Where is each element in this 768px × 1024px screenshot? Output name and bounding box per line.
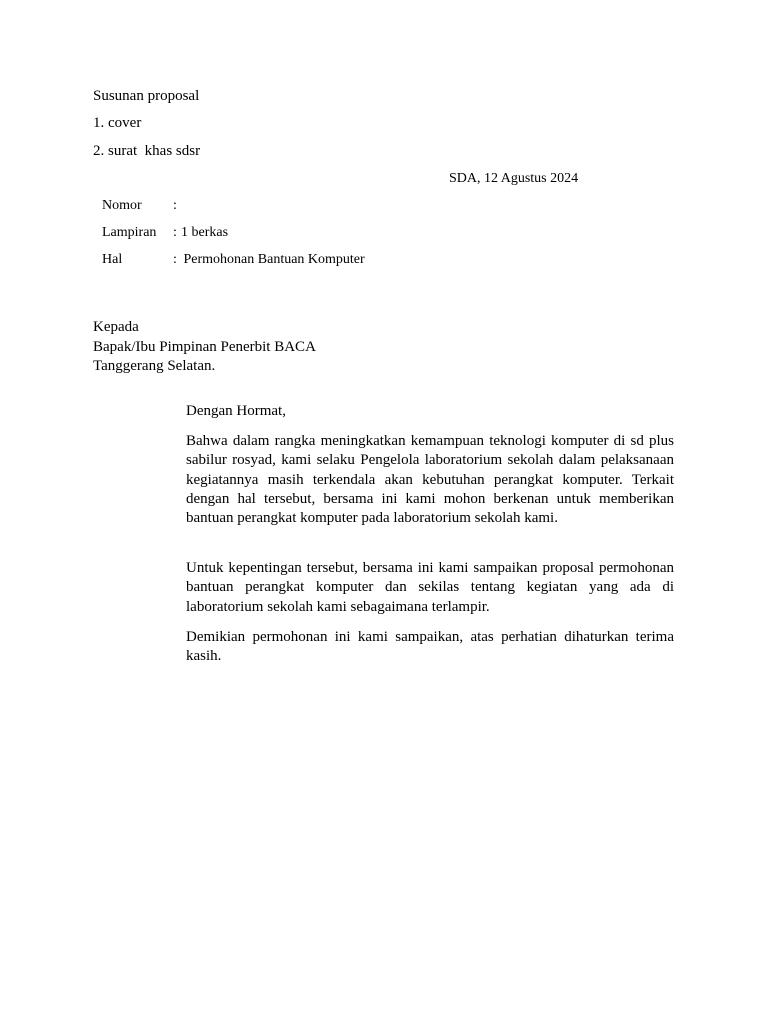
recipient-name: Bapak/Ibu Pimpinan Penerbit BACA <box>93 339 316 355</box>
meta-colon-lampiran: : <box>173 225 177 240</box>
meta-value-hal: Permohonan Bantuan Komputer <box>180 252 365 267</box>
outline-item-cover: 1. cover <box>93 115 142 131</box>
paragraph-1: Bahwa dalam rangka meningkatkan kemampuan teknologi komputer di sd plus sabilur rosyad, kami selaku Pengelola laboratorium sekolah dalam pelaksanaan kegiatannya masih terkendala akan kebutuhan perangkat komputer. Terkait dengan hal tersebut, bersama ini kami mohon berkenan untuk memberikan bantuan perangkat komputer pada laboratorium sekolah kami. <box>186 433 674 527</box>
meta-label-hal: Hal <box>102 252 123 267</box>
meta-colon-hal: : <box>173 252 177 267</box>
recipient-city: Tanggerang Selatan. <box>93 358 216 374</box>
meta-value-lampiran: 1 berkas <box>181 225 229 240</box>
meta-colon-nomor: : <box>173 198 177 213</box>
outline-title: Susunan proposal <box>93 88 200 104</box>
paragraph-3: Demikian permohonan ini kami sampaikan, atas perhatian dihaturkan terima kasih. <box>186 629 674 665</box>
meta-label-nomor: Nomor <box>102 198 142 213</box>
outline-item-letter: 2. surat khas sdsr <box>93 143 201 159</box>
place-date: SDA, 12 Agustus 2024 <box>449 171 579 186</box>
greeting: Dengan Hormat, <box>186 403 286 419</box>
recipient-to: Kepada <box>93 319 139 335</box>
paragraph-2: Untuk kepentingan tersebut, bersama ini kami sampaikan proposal permohonan bantuan perangkat komputer dan sekilas tentang kegiatan yang ada di laboratorium sekolah kami sebagaimana terlampir. <box>186 560 674 615</box>
meta-label-lampiran: Lampiran <box>102 225 157 240</box>
